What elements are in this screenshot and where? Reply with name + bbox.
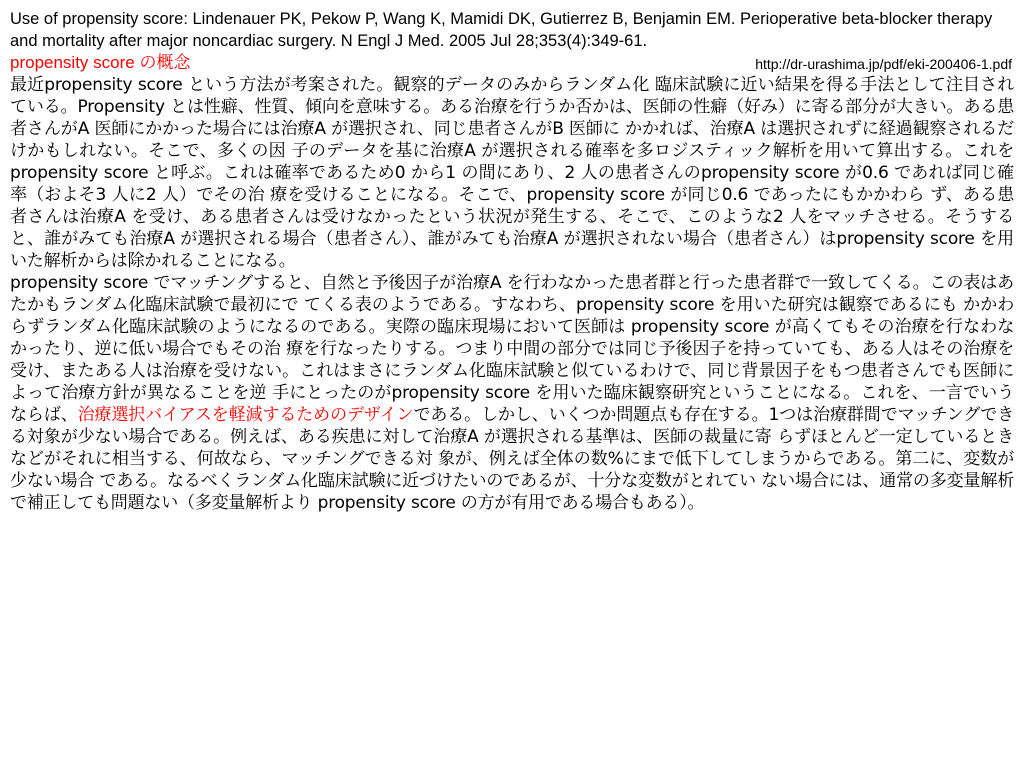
paragraph-2-text-before: propensity score でマッチングすると、自然と予後因子が治療A を行わなかった患者群と行った患者群で一致してくる。この表はあたかもランダム化臨床試験で最初にで てくる表のようである。すなわち、propensity score を用いた研究は観察であるにも かかわらずランダム化臨床試験のようになるのである。実際の臨床現場において医師は propensity score が高くてもその治療を行なわなかったり、逆に低い場合でもその治 療を行なったりする。つまり中間の部分では同じ予後因子を持っていても、ある人はその治療を受け、またある人は治療を受けない。これはまさにランダム化臨床試験と似ているわけで、同じ背景因子をもつ患者さんでも医師によって治療方針が異なることを逆 手にとったのがpropensity score を用いた臨床観察研究ということになる。これを、一言でいうならば、 xyxy=(10,273,1014,425)
paragraph-1: 最近propensity score という方法が考案された。観察的データのみからランダム化 臨床試験に近い結果を得る手法として注目されている。Propensity とは性癖、性質、傾向を意味する。ある治療を行うか否かは、医師の性癖（好み）に寄る部分が大きい。ある患者さんがA 医師にかかった場合には治療A が選択され、同じ患者さんがB 医師に かかれば、治療A は選択されずに経過観察されるだけかもしれない。そこで、多くの因 子のデータを基に治療A が選択される確率を多ロジスティック解析を用いて算出する。これをpropensity score と呼ぶ。これは確率であるため0 から1 の間にあり、2 人の患者さんのpropensity score が0.6 であれば同じ確率（およそ3 人に2 人）でその治 療を受けることになる。そこで、propensity score が同じ0.6 であったにもかかわら ず、ある患者さんは治療A を受け、ある患者さんは受けなかったという状況が発生する、そこで、このような2 人をマッチさせる。そうすると、誰がみても治療A が選択される場合（患者さん）、誰がみても治療A が選択されない場合（患者さん）はpropensity score を用いた解析からは除かれることになる。 xyxy=(10,75,1014,271)
heading-row xyxy=(10,52,1014,74)
citation-text: Use of propensity score: Lindenauer PK, Pekow P, Wang K, Mamidi DK, Gutierrez B, Benjamin EM. Perioperative beta-blocker therapy and mortality after major noncardiac surgery. N Engl J Med. 2005 Jul 28;353(4):349-61. xyxy=(10,10,993,50)
highlighted-phrase: 治療選択バイアスを軽減するためのデザイン xyxy=(77,405,414,425)
document-page xyxy=(10,8,1014,514)
paragraph-2 xyxy=(10,272,1014,514)
paragraph-2-text-after: である。しかし、いくつか問題点も存在する。1つは治療群間でマッチングできる対象が少ない場合である。例えば、ある疾患に対して治療A が選択される基準は、医師の裁量に寄 らずほとんど一定しているときなどがそれに相当する、何故なら、マッチングできる対 象が、例えば全体の数%にまで低下してしまうからである。第二に、変数が少ない場合 である。なるべくランダム化臨床試験に近づけたいのであるが、十分な変数がとれてい ない場合には、通常の多変量解析で補正しても問題ない（多変量解析より propensity score の方が有用である場合もある）。 xyxy=(10,405,1014,513)
section-heading: propensity score の概念 xyxy=(10,53,191,72)
source-url-link[interactable]: http://dr-urashima.jp/pdf/eki-200406-1.pdf xyxy=(755,56,1012,72)
